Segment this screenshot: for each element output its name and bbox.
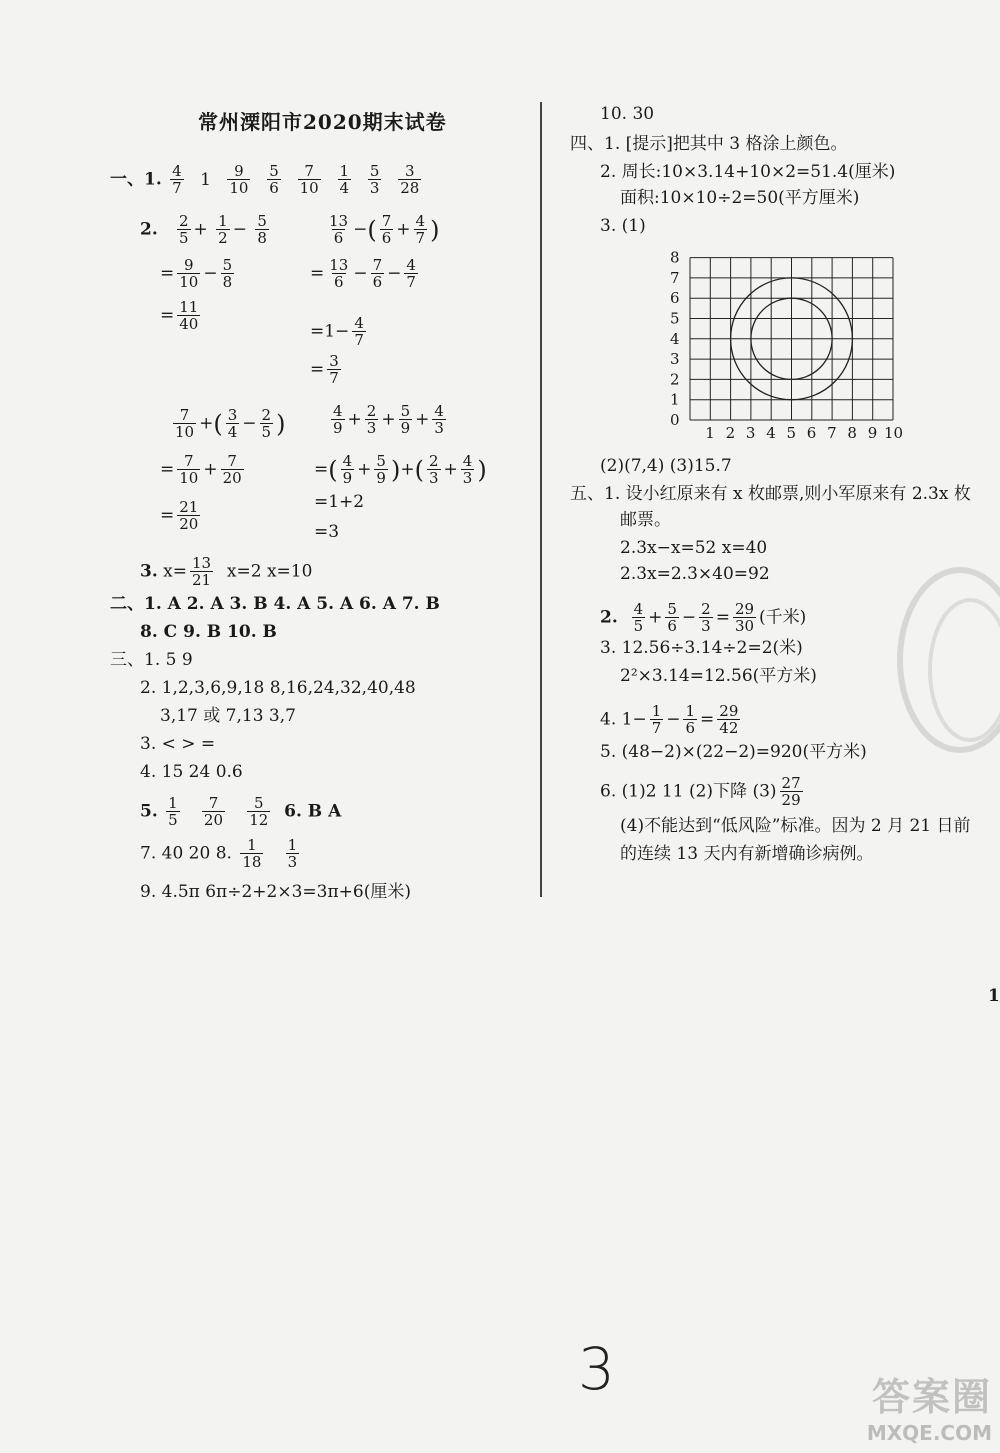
fraction: $\frac{1}{4}$ (339, 162, 350, 197)
y-tick-label: 7 (670, 268, 680, 287)
fraction: $\frac{7}{10}$ (299, 162, 319, 197)
y-tick-label: 2 (670, 370, 680, 389)
scanner-scuff-marks (890, 540, 1000, 840)
fraction: $\frac{5}{6}$ (269, 162, 279, 197)
fraction: $\frac{4}{7}$ (172, 162, 182, 197)
x-tick-label: 10 (884, 424, 904, 442)
section-2-answers-cont: 8. C 9. B 10. B (140, 622, 277, 642)
answer-text: 1 (200, 169, 211, 190)
y-tick-label: 0 (670, 411, 680, 429)
section-3-q2-cont: 3,17 或 7,13 3,7 (160, 706, 296, 726)
section-5-q1-eq2: 2.3x=2.3×40=92 (620, 564, 770, 584)
x-tick-label: 5 (786, 424, 797, 442)
section-5-q6-part4-cont: 的连续 13 天内有新增确诊病例。 (620, 844, 874, 864)
fraction: $\frac{9}{10}$ (229, 162, 249, 197)
q1-2-step-d1: =( $\frac{4}{9}$ + $\frac{5}{9}$ )+( $\frac{2}{3}$ + $\frac{4}{3}$ ) (314, 452, 487, 487)
section-3-q10: 10. 30 (600, 104, 655, 124)
section-3-q4: 4. 15 24 0.6 (140, 762, 243, 782)
section-5-q4: 4. 1− $\frac{1}{7}$ − $\frac{1}{6}$ = $\frac{29}{42}$ (600, 702, 739, 737)
q1-2-step-c2: = $\frac{21}{20}$ (160, 498, 199, 533)
y-tick-label: 6 (670, 289, 680, 308)
fraction: $\frac{5}{3}$ (369, 162, 380, 197)
section-3-q3: 3. < > = (140, 734, 216, 754)
section-3-q7-q8: 7. 40 20 8. $\frac{1}{18}$ $\frac{1}{3}$ (140, 836, 298, 871)
q1-2-step-d3: =3 (314, 522, 340, 542)
side-page-number: 1 (988, 986, 1000, 1006)
y-tick-label: 8 (670, 248, 680, 267)
x-tick-label: 7 (827, 424, 837, 442)
q-label: 一、1. (110, 169, 162, 190)
q1-2-expr-d: $\frac{4}{9}$ + $\frac{2}{3}$ + $\frac{5}{9}$ + $\frac{4}{3}$ (333, 402, 444, 437)
section-5-q1-eq1: 2.3x−x=52 x=40 (620, 538, 768, 558)
section-5-q3: 3. 12.56÷3.14÷2=2(米) (600, 638, 803, 658)
q1-2-step-c1: = $\frac{7}{10}$ + $\frac{7}{20}$ (160, 452, 242, 487)
y-tick-label: 1 (670, 390, 680, 409)
watermark (867, 1366, 992, 1445)
section-2-answers: 二、1. A 2. A 3. B 4. A 5. A 6. A 7. B (110, 594, 440, 614)
q1-2-expr-c: $\frac{7}{10}$ +( $\frac{3}{4}$ − $\frac{2}{5}$ ) (175, 406, 286, 441)
x-tick-label: 3 (745, 424, 756, 442)
x-tick-label: 4 (766, 424, 776, 442)
q1-3-line: 3. x= $\frac{13}{21}$ x=2 x=10 (140, 554, 313, 589)
y-tick-label: 3 (670, 350, 680, 369)
q1-2-expr-a: 2. $\frac{2}{5}$ + $\frac{1}{2}$ − $\frac{5}{8}$ (140, 212, 267, 247)
q-label: 2. (140, 219, 158, 240)
y-tick-label: 5 (670, 309, 680, 328)
q1-1-line (110, 164, 424, 196)
x-tick-label: 8 (847, 424, 857, 442)
section-4-q2-area: 面积:10×10÷2=50(平方厘米) (620, 188, 860, 208)
watermark-url: MXQE.COM (866, 1421, 992, 1445)
section-4-q3-answers: (2)(7,4) (3)15.7 (600, 456, 732, 476)
q1-2-expr-b: $\frac{13}{6}$ −( $\frac{7}{6}$ + $\frac{4}{7}$ ) (329, 212, 440, 247)
q1-2-step-a1: = $\frac{9}{10}$ − $\frac{5}{8}$ (160, 256, 233, 291)
fraction: $\frac{3}{28}$ (400, 162, 420, 197)
section-5-q6: 6. (1)2 11 (2)下降 (3) $\frac{27}{29}$ (600, 774, 801, 809)
column-divider (540, 102, 542, 897)
q1-2-step-b2: =1− $\frac{4}{7}$ (310, 314, 364, 349)
x-tick-label: 2 (725, 424, 736, 442)
section-3-q9: 9. 4.5π 6π÷2+2×3=3π+6(厘米) (140, 882, 411, 902)
section-5-q2: 2. $\frac{4}{5}$ + $\frac{5}{6}$ − $\frac{2}{3}$ = $\frac{29}{30}$ (千米) (600, 600, 807, 635)
x-tick-label: 1 (705, 424, 715, 442)
section-3-q5: 5. $\frac{1}{5}$ $\frac{7}{20}$ $\frac{5}{12}$ 6. B A (140, 794, 342, 829)
section-4-q1: 四、1. [提示]把其中 3 格涂上颜色。 (570, 134, 848, 154)
x-tick-label: 6 (806, 424, 817, 442)
q1-2-step-d2: =1+2 (314, 492, 365, 512)
page-title: 常州溧阳市2020期末试卷 (198, 110, 447, 134)
q1-2-step-a2: = $\frac{11}{40}$ (160, 298, 199, 333)
watermark-logo-text: 答案圈 (871, 1375, 992, 1419)
section-5-q6-part4: (4)不能达到“低风险”标准。因为 2 月 21 日前 (620, 816, 971, 836)
section-3-q2: 2. 1,2,3,6,9,18 8,16,24,32,40,48 (140, 678, 416, 698)
x-tick-label: 9 (867, 424, 878, 442)
section-3-q1: 三、1. 5 9 (110, 650, 193, 670)
q1-2-step-b3: = $\frac{3}{7}$ (310, 352, 339, 387)
handwritten-page-number: 3 (578, 1335, 615, 1403)
q1-2-step-b1: = $\frac{13}{6}$ − $\frac{7}{6}$ − $\frac{4}{7}$ (310, 256, 416, 291)
coordinate-grid (666, 244, 906, 444)
section-5-q1-cont: 邮票。 (620, 510, 671, 530)
section-5-q5: 5. (48−2)×(22−2)=920(平方米) (600, 742, 867, 762)
section-4-q3: 3. (1) (600, 216, 646, 236)
y-tick-label: 4 (670, 329, 680, 348)
section-4-q2: 2. 周长:10×3.14+10×2=51.4(厘米) (600, 162, 896, 182)
section-5-q1: 五、1. 设小红原来有 x 枚邮票,则小军原来有 2.3x 枚 (570, 484, 971, 504)
section-5-q3-cont: 2²×3.14=12.56(平方米) (620, 666, 817, 686)
